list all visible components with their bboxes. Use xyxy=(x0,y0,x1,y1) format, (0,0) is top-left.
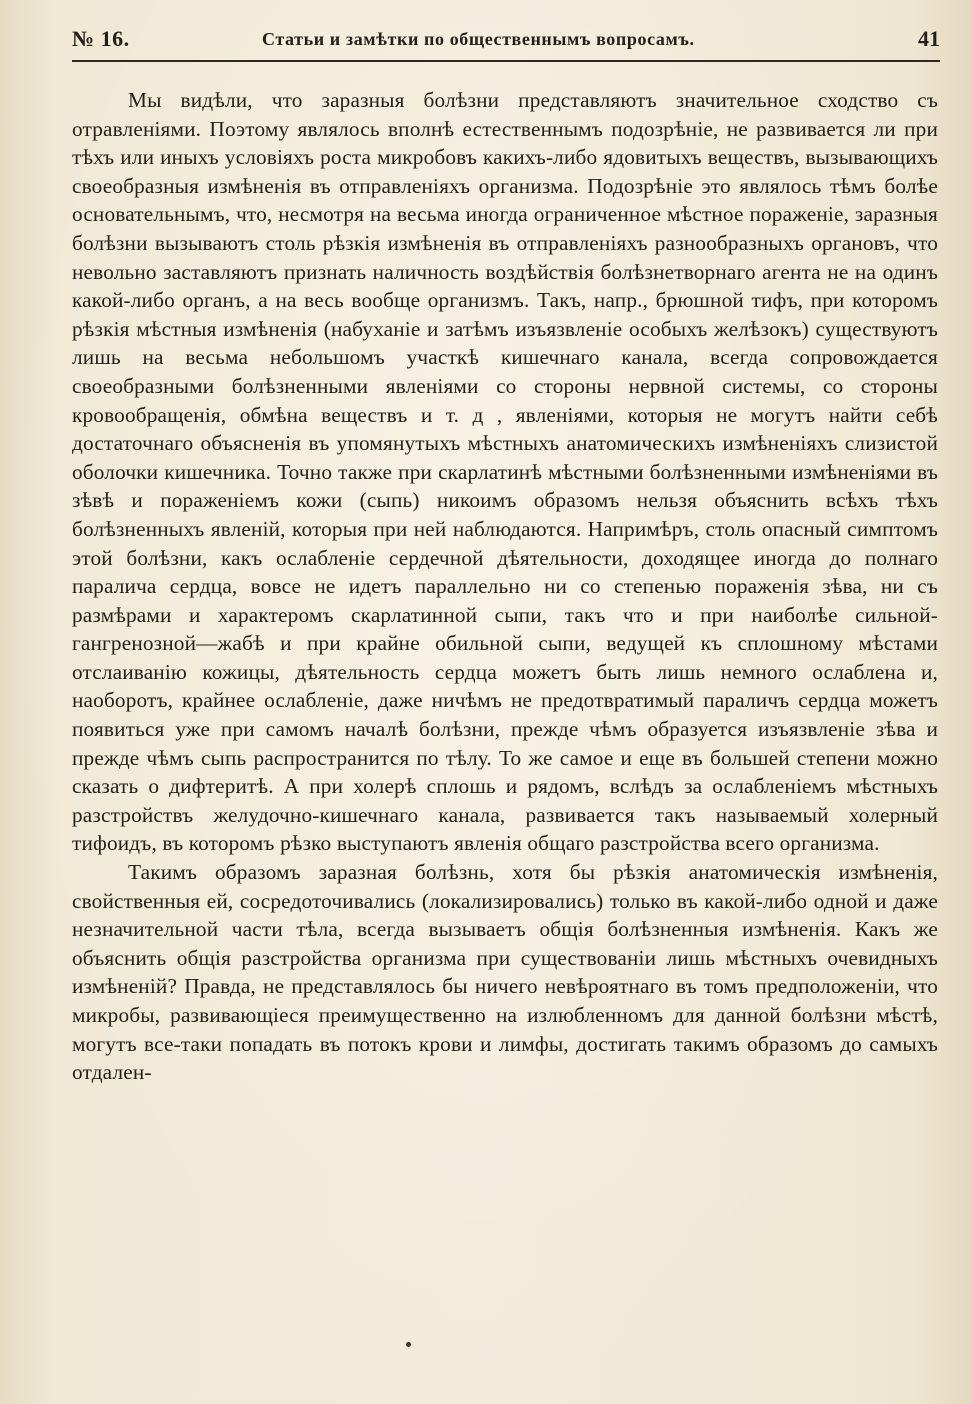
section-title: Статьи и замѣтки по общественнымъ вопросамъ. xyxy=(262,29,695,49)
running-header xyxy=(72,24,940,54)
paragraph: Мы видѣли, что заразныя болѣзни представляютъ значительное сходство съ отравленіями. Поэтому являлось вполнѣ естественнымъ подозрѣніе, не развивается ли при тѣхъ или иныхъ условіяхъ роста микробовъ какихъ-либо ядовитыхъ веществъ, вызывающихъ своеобразныя измѣненія въ отправленіяхъ организма. Подозрѣніе это являлось тѣмъ болѣе основательнымъ, что, несмотря на весьма иногда ограниченное мѣстное пораженіе, заразныя болѣзни вызываютъ столь рѣзкія измѣненія въ отправленіяхъ разнообразныхъ органовъ, что невольно заставляютъ признать наличность воздѣйствія болѣзнетворнаго агента не на одинъ какой-либо органъ, а на весь вообще организмъ. Такъ, напр., брюшной тифъ, при которомъ рѣзкія мѣстныя измѣненія (набуханіе и затѣмъ изъязвленіе особыхъ желѣзокъ) существуютъ лишь на весьма небольшомъ участкѣ кишечнаго канала, всегда сопровождается своеобразными болѣзненными явленіями со стороны нервной системы, со стороны кровообращенія, обмѣна веществъ и т. д , явленіями, которыя не могутъ найти себѣ достаточнаго объясненія въ упомянутыхъ мѣстныхъ анатомическихъ измѣненіяхъ слизистой оболочки кишечника. Точно также при скарлатинѣ мѣстными болѣзненными измѣненіями въ зѣвѣ и пораженіемъ кожи (сыпь) никоимъ образомъ нельзя объяснить всѣхъ тѣхъ болѣзненныхъ явленій, которыя при ней наблюдаются. Напримѣръ, столь опасный симптомъ этой болѣзни, какъ ослабленіе сердечной дѣятельности, доходящее иногда до полнаго паралича сердца, вовсе не идетъ параллельно ни со степенью пораженія зѣва, ни съ размѣрами и характеромъ скарлатинной сыпи, такъ что и при наиболѣе сильной-гангренозной—жабѣ и при крайне обильной сыпи, ведущей къ сплошному мѣстами отслаиванію кожицы, дѣятельность сердца можетъ быть лишь немного ослаблена и, наоборотъ, крайнее ослабленіе, даже ничѣмъ не предотвратимый параличъ сердца можетъ появиться уже при самомъ началѣ болѣзни, прежде чѣмъ образуется изъязвленіе зѣва и прежде чѣмъ сыпь распространится по тѣлу. То же самое и еще въ большей степени можно сказать о дифтеритѣ. А при холерѣ сплошь и рядомъ, вслѣдъ за ослабленіемъ мѣстныхъ разстройствъ желудочно-кишечнаго канала, развивается такъ называемый холерный тифоидъ, въ которомъ рѣзко выступаютъ явленія общаго разстройства всего организма. xyxy=(72,88,938,856)
page-number: 41 xyxy=(918,26,940,51)
issue-number: № 16. xyxy=(72,26,130,51)
ink-speck xyxy=(406,1342,411,1347)
article-body xyxy=(72,86,938,1087)
paragraph: Такимъ образомъ заразная болѣзнь, хотя бы рѣзкія анатомическія измѣненія, свойственныя ей, сосредоточивались (локализировались) только въ какой-либо одной и даже незначительной части тѣла, всегда вызываетъ общія болѣзненныя измѣненія. Какъ же объяснить общія разстройства организма при существованіи лишь мѣстныхъ очевидныхъ измѣненій? Правда, не представлялось бы ничего невѣроятнаго въ томъ предположеніи, что микробы, развивающіеся преимущественно на излюбленномъ для данной болѣзни мѣстѣ, могутъ все-таки попадать въ потокъ крови и лимфы, достигать такимъ образомъ до самыхъ отдален- xyxy=(72,860,938,1085)
header-rule xyxy=(72,60,940,62)
